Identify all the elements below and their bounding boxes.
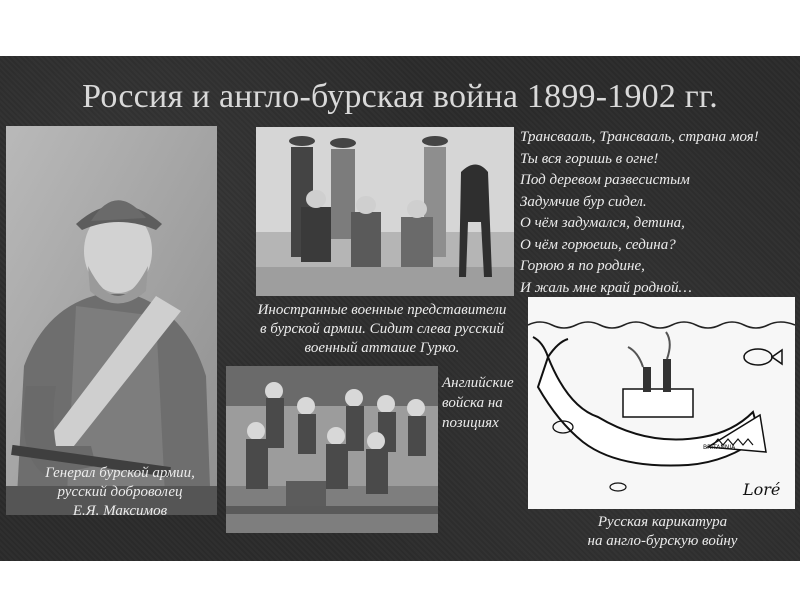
ship-label: BRITANNIA <box>703 444 736 451</box>
general-caption-line-2: русский доброволец <box>57 484 183 500</box>
general-caption <box>20 464 220 521</box>
general-portrait-photo <box>6 126 217 515</box>
general-caption-line-3: Е.Я. Максимов <box>72 503 168 519</box>
english-troops-caption-line-1: Английские <box>442 375 514 391</box>
signature-text: Loré <box>743 480 781 499</box>
representatives-caption <box>247 301 517 358</box>
poem <box>520 127 800 299</box>
poem-line-3: Под деревом развесистым <box>520 172 690 188</box>
english-troops-caption-line-3: позициях <box>442 415 499 431</box>
caricature-drawing <box>528 297 795 509</box>
slide <box>0 56 800 561</box>
poem-line-7: Горюю я по родине, <box>520 258 645 274</box>
representatives-caption-line-1: Иностранные военные представители <box>257 302 507 318</box>
poem-line-1: Трансвааль, Трансвааль, страна моя! <box>520 129 759 145</box>
slide-title: Россия и англо-бурская война 1899-1902 гг. <box>82 78 718 115</box>
poem-line-4: Задумчив бур сидел. <box>520 193 647 210</box>
representatives-group-photo <box>256 127 514 296</box>
representatives-caption-line-2: в бурской армии. Сидит слева русский <box>259 321 505 337</box>
caricature-caption-line-2: на англо-бурскую войну <box>587 533 738 549</box>
poem-line-5: О чём задумался, детина, <box>520 215 685 231</box>
caricature-caption <box>540 513 785 551</box>
general-caption-line-1: Генерал бурской армии, <box>45 465 195 481</box>
poem-line-8: И жаль мне край родной… <box>520 279 692 296</box>
poem-line-2: Ты вся горишь в огне! <box>520 150 659 167</box>
poem-line-6: О чём горюешь, седина? <box>520 236 676 253</box>
representatives-caption-line-3: военный атташе Гурко. <box>304 340 460 356</box>
caricature-caption-line-1: Русская карикатура <box>597 514 728 530</box>
english-troops-caption <box>442 373 522 433</box>
english-troops-photo <box>226 366 438 533</box>
english-troops-caption-line-2: войска на <box>442 395 503 411</box>
